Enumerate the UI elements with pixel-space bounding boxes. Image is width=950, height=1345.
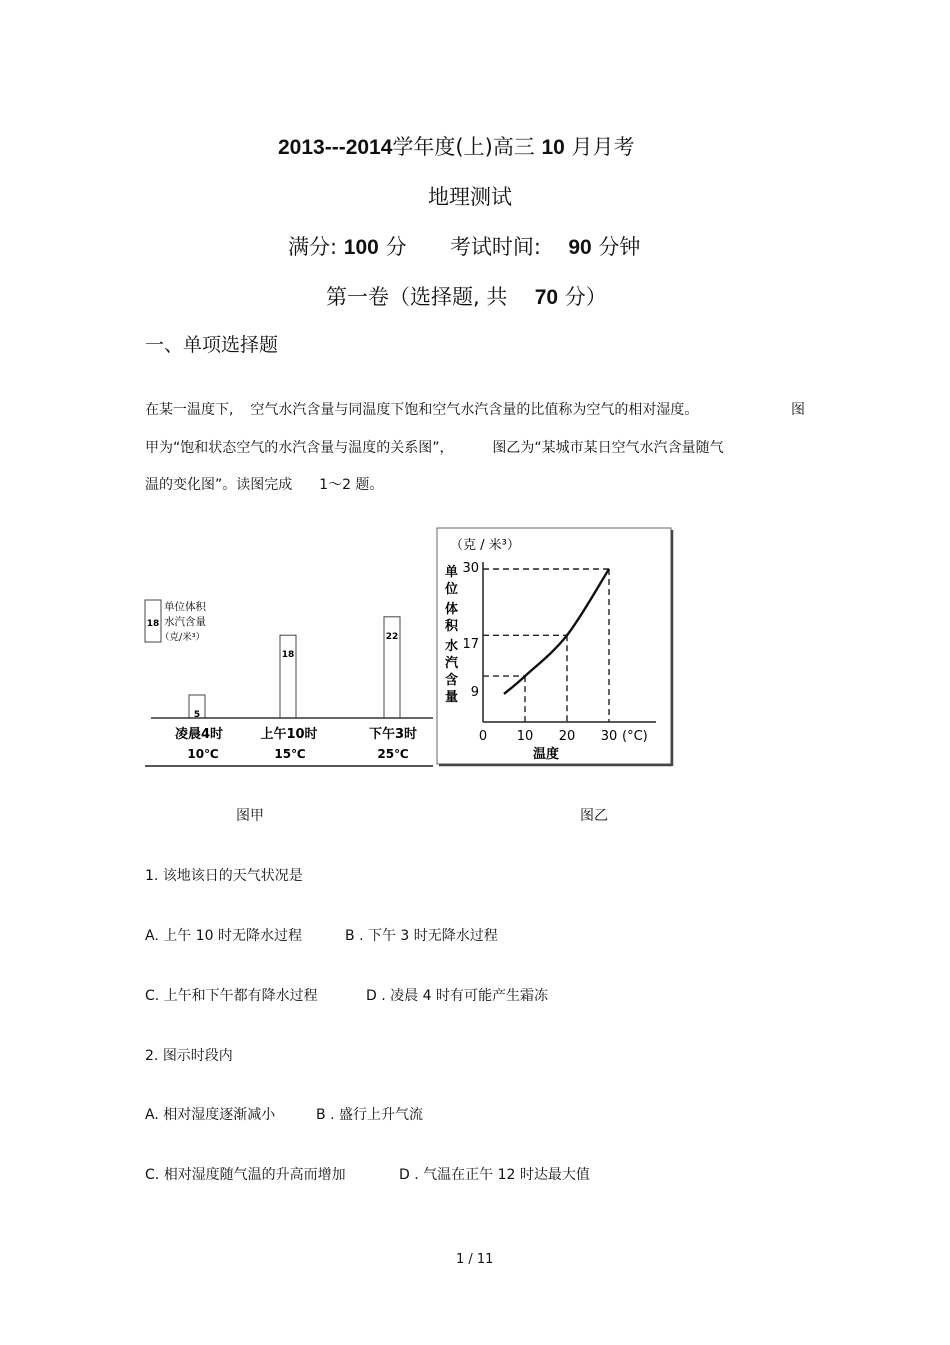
- page-number: 1 / 11: [456, 1252, 494, 1267]
- option-label: C.: [145, 988, 160, 1004]
- y-axis-label: [444, 564, 459, 705]
- y-tick-label: 9: [470, 685, 479, 700]
- exam-score-time: [288, 231, 640, 261]
- option-2c[interactable]: [145, 1164, 346, 1184]
- x-tick-label: 10: [516, 729, 534, 744]
- volume-label: 第一卷（选择题,: [326, 285, 480, 309]
- intro-text: 空气水汽含量与同温度下饱和空气水汽含量的比值称为空气的相对湿度。: [250, 402, 699, 418]
- option-label: A.: [145, 1107, 159, 1123]
- figure-yi: [436, 527, 676, 768]
- option-label: D: [366, 988, 377, 1004]
- figure-jia-caption: 图甲: [236, 808, 264, 824]
- y-label-char: 积: [445, 619, 459, 634]
- figure-jia: [143, 592, 435, 770]
- question-stem: 图示时段内: [162, 1048, 233, 1064]
- option-text: . 下午 3 时无降水过程: [359, 928, 498, 944]
- volume-total-unit: 分）: [564, 285, 607, 309]
- exam-title: [278, 131, 635, 161]
- option-2b[interactable]: [316, 1104, 423, 1124]
- bar-temp-label: 10℃: [187, 747, 219, 761]
- y-label-char: 含: [445, 673, 459, 688]
- x-tick-label: 30: [600, 729, 618, 744]
- y-tick-label: 17: [462, 637, 479, 652]
- section-title: 一、单项选择题: [145, 334, 279, 356]
- option-1a[interactable]: [145, 925, 302, 945]
- exam-time-unit: 分钟: [598, 235, 641, 259]
- exam-kind: 月月考: [571, 135, 635, 159]
- option-text: 相对湿度逐渐减小: [163, 1107, 276, 1123]
- y-label-char: 水: [445, 639, 459, 654]
- exam-semester: (上): [455, 135, 493, 159]
- option-text: . 盛行上升气流: [330, 1107, 423, 1123]
- option-1b[interactable]: [345, 925, 498, 945]
- figure-yi-caption: 图乙: [580, 808, 608, 824]
- bar-group: [189, 617, 400, 720]
- exam-years: 2013---2014: [278, 136, 393, 159]
- legend-label-3: （克/米³）: [160, 632, 206, 643]
- option-label: C.: [145, 1167, 160, 1183]
- question-1: [145, 865, 303, 885]
- option-label: D: [399, 1167, 410, 1183]
- bar-value-label: 18: [281, 650, 295, 661]
- intro-text: 甲为“饱和状态空气的水汽含量与温度的关系图”，: [145, 440, 454, 456]
- option-2a[interactable]: [145, 1104, 275, 1124]
- option-label: B: [345, 928, 355, 944]
- intro-line-1: [145, 399, 698, 419]
- bar-temp-label: 25℃: [377, 747, 409, 761]
- exam-term: 学年度: [392, 135, 456, 159]
- y-label-char: 汽: [445, 656, 459, 671]
- y-label-char: 体: [445, 602, 459, 617]
- intro-line-2: [145, 437, 724, 457]
- curve-line: [504, 569, 609, 694]
- legend-label-2: 水汽含量: [164, 616, 206, 628]
- bar: [280, 635, 296, 718]
- y-tick-label: 30: [462, 561, 479, 576]
- full-score-unit: 分: [385, 235, 407, 259]
- y-label-char: 位: [445, 582, 459, 597]
- question-2: [145, 1045, 233, 1065]
- bar-time-label: 下午3时: [368, 727, 418, 742]
- x-axis-label: 温度: [532, 747, 560, 762]
- option-2d[interactable]: [399, 1164, 590, 1184]
- volume-title: [326, 281, 607, 311]
- option-label: A.: [145, 928, 159, 944]
- intro-text: 在某一温度下,: [145, 402, 234, 418]
- y-label-char: 单: [445, 565, 459, 580]
- y-label-char: 量: [445, 690, 459, 705]
- exam-time-value: 90: [568, 236, 592, 259]
- bar-time-label: 凌晨4时: [174, 727, 224, 742]
- volume-total-value: 70: [534, 286, 559, 309]
- unit-label: （克 / 米³）: [450, 538, 520, 553]
- intro-text: 温的变化图”。读图完成: [145, 477, 293, 493]
- option-text: 上午 10 时无降水过程: [163, 928, 302, 944]
- intro-text: 图乙为“某城市某日空气水汽含量随气: [492, 440, 724, 456]
- bar-value-label: 5: [193, 710, 201, 720]
- exam-month: 10: [541, 136, 565, 159]
- volume-total-label: 共: [486, 285, 508, 309]
- bar-time-label: 上午10时: [260, 727, 318, 742]
- option-1d[interactable]: [366, 985, 548, 1005]
- question-number: 1.: [145, 868, 159, 884]
- full-score-label: 满分:: [288, 235, 338, 259]
- plot-area: [483, 569, 609, 722]
- x-tick-label: 20: [558, 729, 576, 744]
- option-text: . 凌晨 4 时有可能产生霜冻: [381, 988, 548, 1004]
- option-text: 相对湿度随气温的升高而增加: [163, 1167, 346, 1183]
- bar-temp-label: 15℃: [274, 747, 306, 761]
- legend-label-1: 单位体积: [164, 601, 206, 613]
- x-unit-label: (°C): [622, 729, 648, 744]
- intro-line-3: [145, 474, 383, 494]
- exam-time-label: 考试时间:: [449, 235, 541, 259]
- option-label: B: [316, 1107, 326, 1123]
- exam-subject: 地理测试: [428, 185, 512, 209]
- exam-grade: 高三: [492, 135, 535, 159]
- legend-bar-value: 18: [146, 619, 160, 629]
- intro-line-1-end: 图: [791, 402, 805, 418]
- x-tick-label: 0: [478, 729, 488, 744]
- full-score-value: 100: [343, 236, 379, 259]
- question-number: 2.: [145, 1048, 159, 1064]
- question-stem: 该地该日的天气状况是: [162, 868, 303, 884]
- bar-value-label: 22: [385, 631, 399, 642]
- option-text: . 气温在正午 12 时达最大值: [414, 1167, 590, 1183]
- intro-text: 1～2 题。: [319, 477, 384, 493]
- option-1c[interactable]: [145, 985, 318, 1005]
- option-text: 上午和下午都有降水过程: [163, 988, 318, 1004]
